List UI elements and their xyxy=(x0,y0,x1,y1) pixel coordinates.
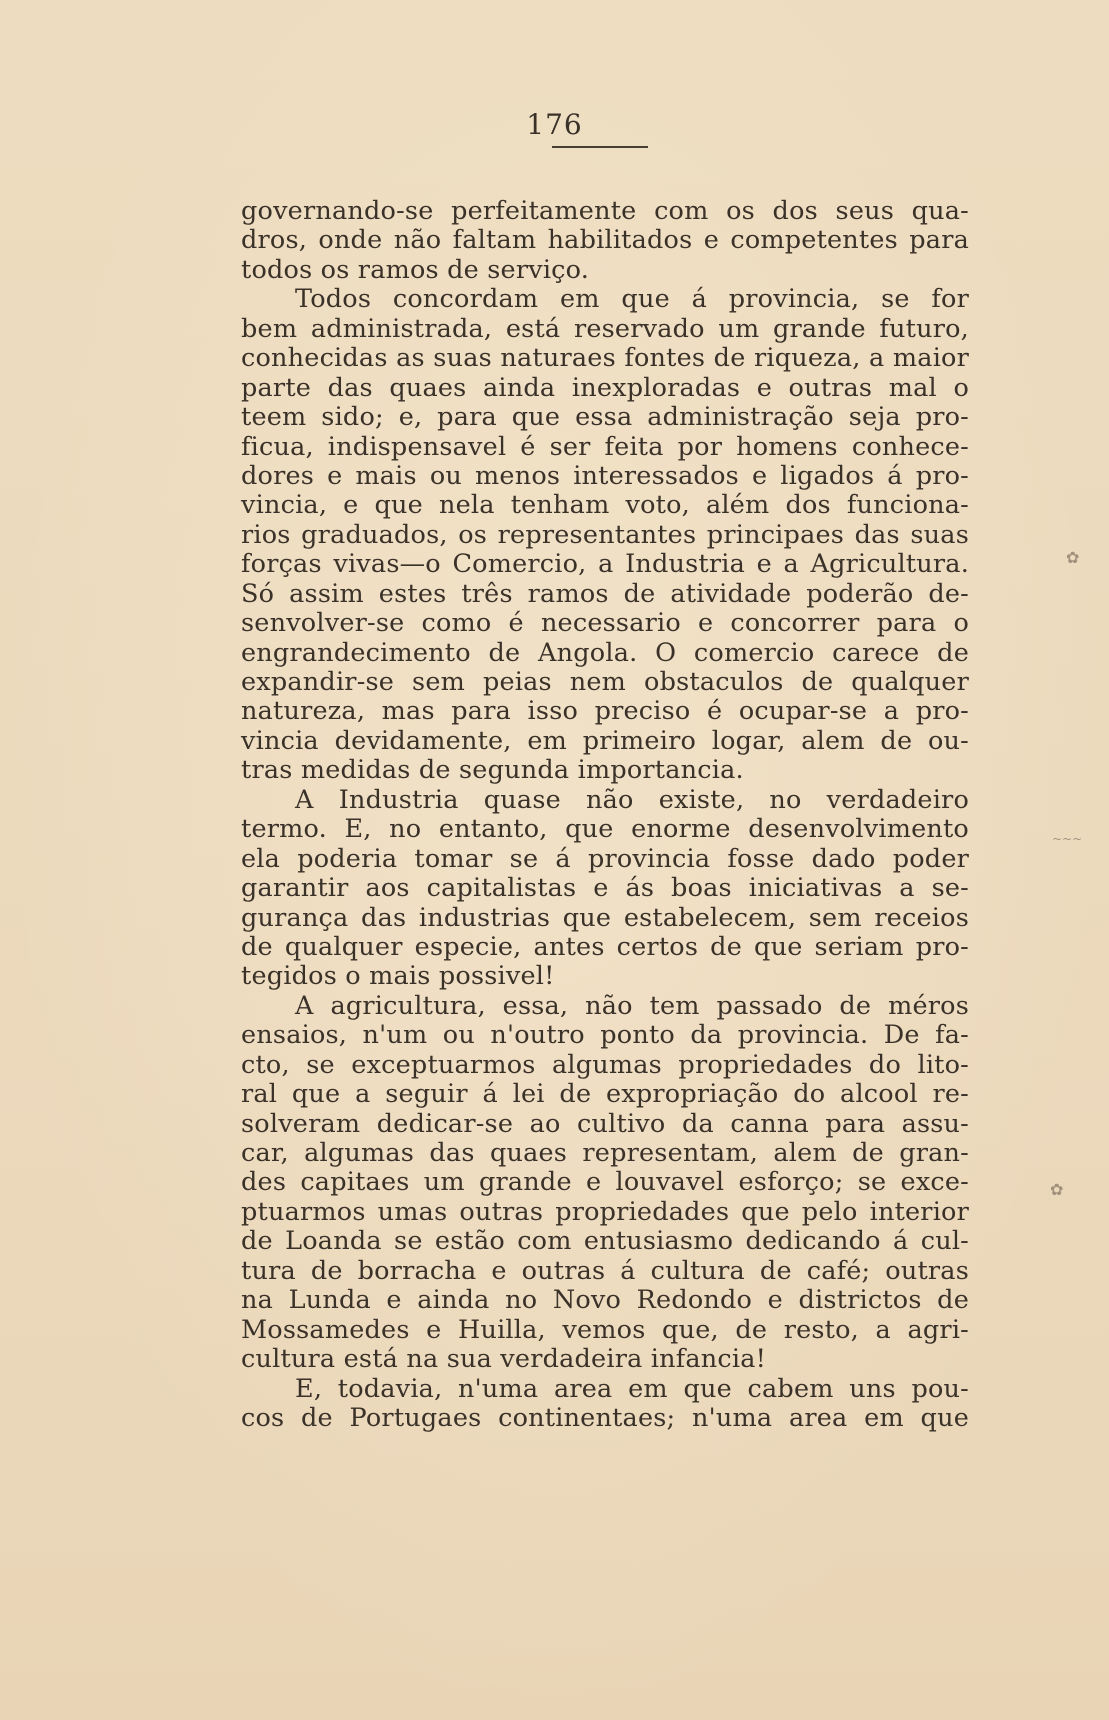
text-line: ptuarmos umas outras propriedades que pelo interior xyxy=(241,1196,969,1227)
text-line: cos de Portugaes continentaes; n'uma area em que xyxy=(241,1402,969,1433)
text-line: forças vivas—o Comercio, a Industria e a Agricultura. xyxy=(241,549,969,580)
text-line: dros, onde não faltam habilitados e competentes para xyxy=(241,225,969,256)
text-line: Mossamedes e Huilla, vemos que, de resto, a agri- xyxy=(241,1314,969,1345)
text-line: teem sido; e, para que essa administração seja pro- xyxy=(241,402,969,433)
text-line: A Industria quase não existe, no verdadeiro xyxy=(295,784,969,815)
text-line: tegidos o mais possivel! xyxy=(241,961,555,992)
text-line: solveram dedicar-se ao cultivo da canna para assu- xyxy=(241,1108,969,1139)
text-line: expandir-se sem peias nem obstaculos de qualquer xyxy=(241,667,969,697)
text-line: gurança das industrias que estabelecem, sem receios xyxy=(241,902,969,933)
text-line: parte das quaes ainda inexploradas e outras mal o xyxy=(241,372,969,403)
margin-stain-mark: ~~~ xyxy=(1052,832,1083,846)
text-line: senvolver-se como é necessario e concorrer para o xyxy=(241,608,969,639)
text-line: ral que a seguir á lei de expropriação do alcool re- xyxy=(241,1079,969,1110)
body-text xyxy=(241,197,969,1433)
text-line: natureza, mas para isso preciso é ocupar-se a pro- xyxy=(241,696,969,727)
text-line: de Loanda se estão com entusiasmo dedicando á cul- xyxy=(241,1226,969,1257)
margin-stain-mark: ✿ xyxy=(1066,548,1080,567)
text-line: cultura está na sua verdadeira infancia! xyxy=(241,1344,767,1375)
text-line: tras medidas de segunda importancia. xyxy=(241,755,744,786)
text-line: E, todavia, n'uma area em que cabem uns pou- xyxy=(295,1373,969,1404)
text-line: cto, se exceptuarmos algumas propriedades do lito- xyxy=(241,1049,969,1080)
text-line: Só assim estes três ramos de atividade poderão de- xyxy=(241,578,969,609)
text-line: engrandecimento de Angola. O comercio carece de xyxy=(241,637,969,668)
text-line: vincia, e que nela tenham voto, além dos funciona- xyxy=(241,490,969,521)
text-line: ensaios, n'um ou n'outro ponto da provincia. De fa- xyxy=(241,1020,969,1051)
text-line: A agricultura, essa, não tem passado de méros xyxy=(295,990,969,1021)
text-line: vincia devidamente, em primeiro logar, alem de ou- xyxy=(241,725,969,756)
text-line: governando-se perfeitamente com os dos seus qua- xyxy=(241,196,969,226)
text-line: bem administrada, está reservado um grande futuro, xyxy=(241,313,969,344)
text-line: conhecidas as suas naturaes fontes de riqueza, a maior xyxy=(241,343,969,374)
text-line: termo. E, no entanto, que enorme desenvolvimento xyxy=(241,814,969,845)
text-line: car, algumas das quaes representam, alem de gran- xyxy=(241,1138,969,1168)
text-line: na Lunda e ainda no Novo Redondo e districtos de xyxy=(241,1285,969,1316)
margin-stain-mark: ✿ xyxy=(1050,1180,1064,1199)
text-line: ficua, indispensavel é ser feita por homens conhece- xyxy=(241,431,969,462)
text-line: Todos concordam em que á provincia, se for xyxy=(295,284,969,315)
text-line: des capitaes um grande e louvavel esforço; se exce- xyxy=(241,1167,969,1198)
text-line: ela poderia tomar se á provincia fosse dado poder xyxy=(241,843,969,874)
text-line: garantir aos capitalistas e ás boas iniciativas a se- xyxy=(241,873,969,904)
text-line: todos os ramos de serviço. xyxy=(241,254,590,285)
text-line: rios graduados, os representantes principaes das suas xyxy=(241,519,969,550)
page-number-rule xyxy=(552,146,648,148)
page-number: 176 xyxy=(526,108,583,141)
text-line: de qualquer especie, antes certos de que seriam pro- xyxy=(241,931,969,962)
text-line: tura de borracha e outras á cultura de café; outras xyxy=(241,1255,969,1286)
text-line: dores e mais ou menos interessados e ligados á pro- xyxy=(241,460,969,491)
